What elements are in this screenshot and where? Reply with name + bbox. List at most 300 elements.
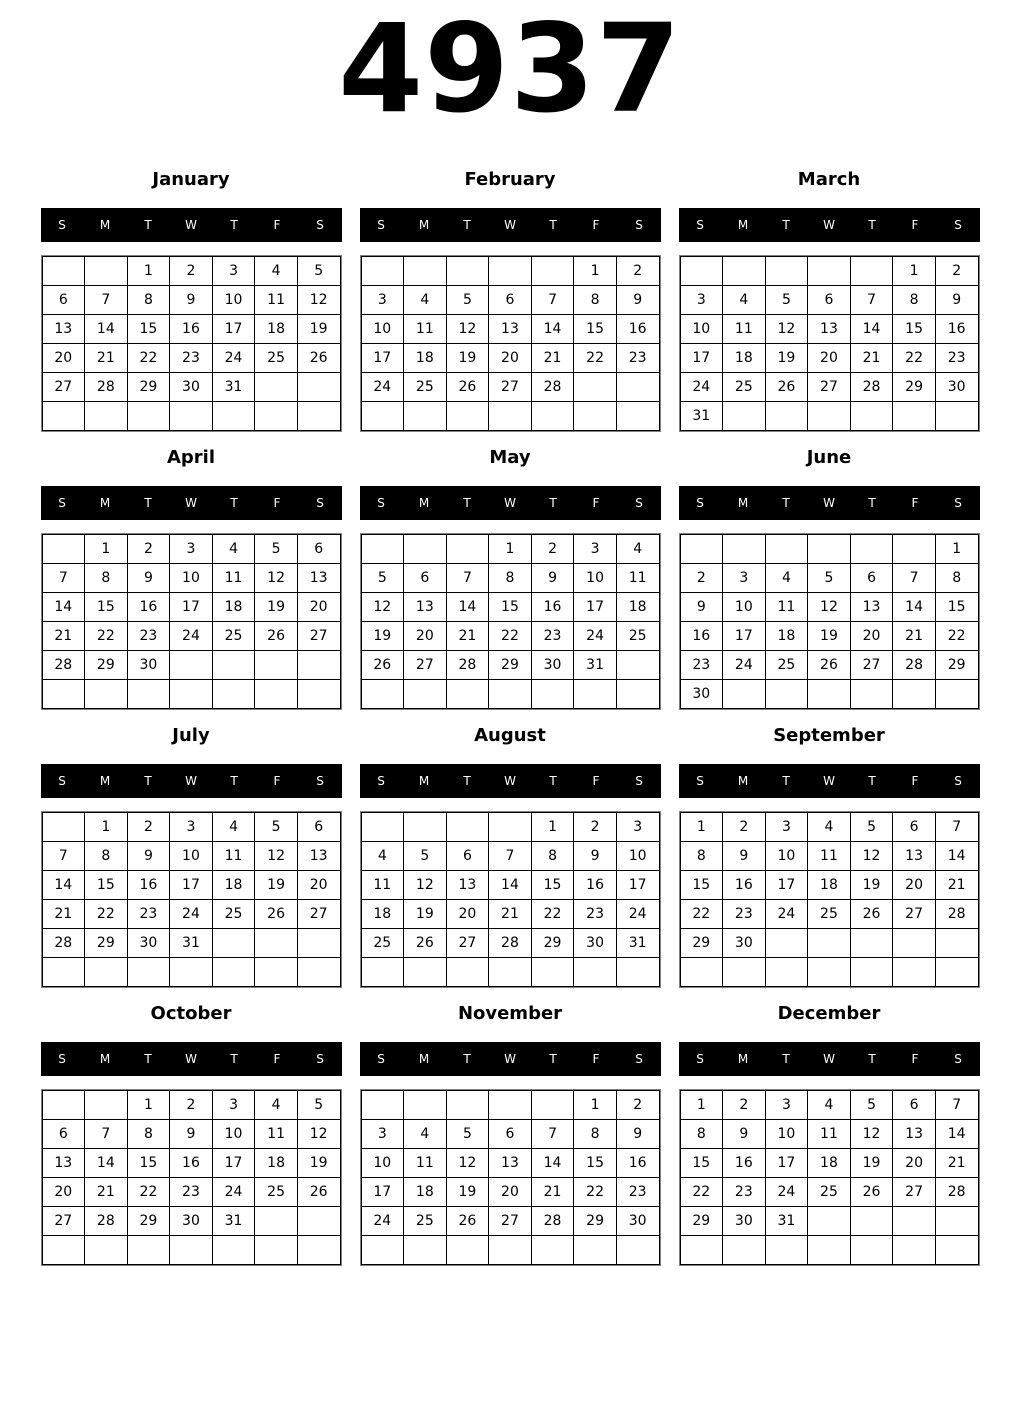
day-cell: 9 — [935, 286, 978, 315]
empty-day-cell — [850, 535, 893, 564]
day-cell: 5 — [446, 286, 489, 315]
weekday-header-bar — [679, 1042, 980, 1076]
day-cell: 14 — [42, 593, 85, 622]
day-cell: 18 — [808, 1149, 851, 1178]
empty-day-cell — [489, 257, 532, 286]
empty-day-cell — [42, 1236, 85, 1265]
empty-day-cell — [361, 257, 404, 286]
day-cell: 27 — [446, 929, 489, 958]
empty-day-cell — [85, 680, 128, 709]
day-cell: 5 — [850, 813, 893, 842]
weekday-label: T — [144, 496, 152, 510]
week-row — [42, 564, 340, 593]
day-cell: 9 — [531, 564, 574, 593]
week-row — [42, 929, 340, 958]
day-cell: 2 — [170, 257, 213, 286]
day-cell: 22 — [85, 900, 128, 929]
day-cell: 16 — [723, 871, 766, 900]
empty-day-cell — [850, 680, 893, 709]
day-cell: 4 — [361, 842, 404, 871]
day-cell: 16 — [574, 871, 617, 900]
empty-day-cell — [808, 257, 851, 286]
week-row — [361, 1149, 659, 1178]
empty-day-cell — [85, 1236, 128, 1265]
day-cell: 14 — [85, 315, 128, 344]
week-row — [361, 1091, 659, 1120]
weekday-label: F — [273, 218, 281, 232]
day-cell: 18 — [255, 1149, 298, 1178]
week-row — [680, 1149, 978, 1178]
day-cell: 13 — [893, 842, 936, 871]
day-cell: 31 — [574, 651, 617, 680]
empty-day-cell — [574, 402, 617, 431]
week-row — [680, 257, 978, 286]
day-cell: 26 — [297, 1178, 340, 1207]
day-cell: 12 — [850, 1120, 893, 1149]
weekday-label: T — [463, 774, 471, 788]
empty-day-cell — [297, 1236, 340, 1265]
day-cell: 20 — [446, 900, 489, 929]
day-cell: 15 — [680, 1149, 723, 1178]
day-cell: 2 — [680, 564, 723, 593]
day-cell: 31 — [212, 373, 255, 402]
day-cell: 24 — [170, 622, 213, 651]
day-cell: 20 — [850, 622, 893, 651]
weekday-label: T — [230, 218, 238, 232]
weekday-header-bar — [41, 208, 342, 242]
day-cell: 13 — [42, 1149, 85, 1178]
weekday-label: T — [144, 774, 152, 788]
empty-day-cell — [935, 929, 978, 958]
day-cell: 24 — [616, 900, 659, 929]
day-cell: 11 — [808, 842, 851, 871]
empty-day-cell — [212, 651, 255, 680]
weekday-label: S — [316, 218, 324, 232]
day-cell: 7 — [893, 564, 936, 593]
weekday-label: M — [418, 1052, 430, 1066]
day-cell: 28 — [893, 651, 936, 680]
week-row — [361, 315, 659, 344]
weekday-label: T — [549, 774, 557, 788]
date-table — [361, 534, 660, 709]
day-cell: 5 — [850, 1091, 893, 1120]
day-cell: 14 — [893, 593, 936, 622]
day-cell: 21 — [935, 1149, 978, 1178]
day-cell: 22 — [680, 900, 723, 929]
day-cell: 14 — [446, 593, 489, 622]
empty-day-cell — [297, 373, 340, 402]
day-cell: 6 — [446, 842, 489, 871]
day-cell: 5 — [446, 1120, 489, 1149]
day-cell: 11 — [212, 564, 255, 593]
day-cell: 17 — [574, 593, 617, 622]
day-cell: 8 — [893, 286, 936, 315]
week-row — [361, 958, 659, 987]
day-cell: 22 — [680, 1178, 723, 1207]
day-cell: 16 — [170, 1149, 213, 1178]
month-title: August — [474, 725, 546, 746]
weekday-label: T — [463, 218, 471, 232]
day-cell: 19 — [255, 871, 298, 900]
empty-day-cell — [42, 535, 85, 564]
week-row — [680, 929, 978, 958]
weekday-label: S — [696, 774, 704, 788]
weekday-label: F — [911, 496, 919, 510]
day-cell: 27 — [42, 373, 85, 402]
weekday-label: T — [868, 1052, 876, 1066]
day-cell: 16 — [616, 315, 659, 344]
day-cell: 28 — [42, 929, 85, 958]
empty-day-cell — [42, 402, 85, 431]
week-row — [361, 900, 659, 929]
day-cell: 28 — [935, 900, 978, 929]
day-cell: 12 — [808, 593, 851, 622]
empty-day-cell — [935, 1207, 978, 1236]
weekday-label: S — [58, 1052, 66, 1066]
weekday-label: T — [782, 496, 790, 510]
week-row — [680, 651, 978, 680]
month-block — [679, 724, 980, 988]
week-row — [361, 1120, 659, 1149]
empty-day-cell — [446, 257, 489, 286]
day-cell: 25 — [212, 622, 255, 651]
day-cell: 13 — [808, 315, 851, 344]
week-row — [42, 315, 340, 344]
day-cell: 6 — [42, 1120, 85, 1149]
empty-day-cell — [361, 813, 404, 842]
day-cell: 15 — [127, 315, 170, 344]
week-row — [42, 286, 340, 315]
weekday-label: S — [696, 1052, 704, 1066]
empty-day-cell — [808, 929, 851, 958]
week-row — [361, 535, 659, 564]
weekday-label: F — [911, 218, 919, 232]
day-cell: 12 — [361, 593, 404, 622]
date-grid — [679, 255, 980, 432]
weekday-label: S — [58, 496, 66, 510]
day-cell: 24 — [723, 651, 766, 680]
day-cell: 8 — [85, 564, 128, 593]
week-row — [42, 1149, 340, 1178]
day-cell: 20 — [489, 1178, 532, 1207]
day-cell: 29 — [489, 651, 532, 680]
day-cell: 20 — [893, 1149, 936, 1178]
day-cell: 10 — [170, 842, 213, 871]
week-row — [680, 1207, 978, 1236]
day-cell: 22 — [489, 622, 532, 651]
weekday-label: T — [549, 496, 557, 510]
weekday-label: M — [99, 1052, 111, 1066]
week-row — [680, 842, 978, 871]
day-cell: 27 — [850, 651, 893, 680]
weekday-label: S — [58, 774, 66, 788]
day-cell: 22 — [935, 622, 978, 651]
day-cell: 27 — [893, 900, 936, 929]
day-cell: 9 — [170, 1120, 213, 1149]
weekday-label: M — [418, 218, 430, 232]
day-cell: 18 — [808, 871, 851, 900]
year-title: 4937 — [338, 0, 682, 140]
day-cell: 15 — [85, 871, 128, 900]
empty-day-cell — [616, 373, 659, 402]
day-cell: 12 — [765, 315, 808, 344]
day-cell: 11 — [404, 1149, 447, 1178]
empty-day-cell — [808, 1236, 851, 1265]
day-cell: 3 — [680, 286, 723, 315]
day-cell: 25 — [765, 651, 808, 680]
day-cell: 14 — [531, 1149, 574, 1178]
week-row — [42, 1178, 340, 1207]
empty-day-cell — [765, 680, 808, 709]
day-cell: 10 — [361, 315, 404, 344]
day-cell: 8 — [85, 842, 128, 871]
day-cell: 8 — [127, 286, 170, 315]
day-cell: 10 — [170, 564, 213, 593]
day-cell: 29 — [531, 929, 574, 958]
week-row — [42, 622, 340, 651]
day-cell: 4 — [404, 1120, 447, 1149]
empty-day-cell — [85, 257, 128, 286]
day-cell: 6 — [893, 1091, 936, 1120]
day-cell: 27 — [297, 622, 340, 651]
day-cell: 3 — [616, 813, 659, 842]
day-cell: 21 — [42, 622, 85, 651]
month-title: March — [797, 169, 861, 190]
day-cell: 18 — [404, 1178, 447, 1207]
empty-day-cell — [361, 535, 404, 564]
day-cell: 15 — [574, 1149, 617, 1178]
day-cell: 30 — [723, 929, 766, 958]
empty-day-cell — [255, 958, 298, 987]
week-row — [680, 1236, 978, 1265]
weekday-label: F — [273, 774, 281, 788]
day-cell: 29 — [680, 929, 723, 958]
week-row — [361, 593, 659, 622]
day-cell: 7 — [42, 842, 85, 871]
empty-day-cell — [361, 402, 404, 431]
week-row — [361, 286, 659, 315]
weekday-label: S — [954, 496, 962, 510]
date-grid — [679, 1089, 980, 1266]
day-cell: 7 — [85, 1120, 128, 1149]
day-cell: 1 — [489, 535, 532, 564]
week-row — [42, 1120, 340, 1149]
weekday-label: T — [549, 218, 557, 232]
day-cell: 6 — [297, 535, 340, 564]
day-cell: 20 — [404, 622, 447, 651]
week-row — [680, 680, 978, 709]
day-cell: 9 — [680, 593, 723, 622]
empty-day-cell — [297, 929, 340, 958]
day-cell: 19 — [361, 622, 404, 651]
month-title: April — [166, 447, 216, 468]
day-cell: 6 — [489, 286, 532, 315]
weekday-label: W — [504, 496, 516, 510]
day-cell: 26 — [361, 651, 404, 680]
empty-day-cell — [574, 373, 617, 402]
day-cell: 25 — [616, 622, 659, 651]
weekday-label: T — [144, 218, 152, 232]
day-cell: 11 — [255, 286, 298, 315]
weekday-label: T — [230, 774, 238, 788]
empty-day-cell — [531, 1236, 574, 1265]
day-cell: 24 — [170, 900, 213, 929]
day-cell: 14 — [42, 871, 85, 900]
empty-day-cell — [765, 257, 808, 286]
empty-day-cell — [935, 958, 978, 987]
weekday-header-bar — [360, 486, 661, 520]
day-cell: 3 — [170, 813, 213, 842]
weekday-label: F — [273, 1052, 281, 1066]
weekday-header-bar — [679, 486, 980, 520]
day-cell: 24 — [361, 373, 404, 402]
week-row — [680, 315, 978, 344]
week-row — [680, 564, 978, 593]
day-cell: 13 — [489, 315, 532, 344]
day-cell: 4 — [723, 286, 766, 315]
weekday-label: M — [737, 218, 749, 232]
day-cell: 28 — [446, 651, 489, 680]
day-cell: 12 — [297, 1120, 340, 1149]
weekday-header-bar — [679, 764, 980, 798]
weekday-label: S — [635, 1052, 643, 1066]
empty-day-cell — [808, 402, 851, 431]
month-title: May — [489, 447, 531, 468]
day-cell: 25 — [212, 900, 255, 929]
day-cell: 15 — [531, 871, 574, 900]
day-cell: 13 — [489, 1149, 532, 1178]
day-cell: 2 — [574, 813, 617, 842]
day-cell: 23 — [127, 900, 170, 929]
date-grid — [41, 255, 342, 432]
day-cell: 15 — [489, 593, 532, 622]
day-cell: 26 — [446, 1207, 489, 1236]
empty-day-cell — [404, 257, 447, 286]
day-cell: 23 — [723, 1178, 766, 1207]
day-cell: 9 — [723, 842, 766, 871]
day-cell: 13 — [850, 593, 893, 622]
empty-day-cell — [616, 651, 659, 680]
day-cell: 16 — [616, 1149, 659, 1178]
day-cell: 11 — [808, 1120, 851, 1149]
day-cell: 2 — [170, 1091, 213, 1120]
empty-day-cell — [127, 402, 170, 431]
day-cell: 29 — [893, 373, 936, 402]
day-cell: 7 — [446, 564, 489, 593]
day-cell: 19 — [297, 1149, 340, 1178]
empty-day-cell — [893, 1236, 936, 1265]
day-cell: 26 — [255, 622, 298, 651]
week-row — [42, 1236, 340, 1265]
empty-day-cell — [850, 257, 893, 286]
date-grid — [679, 811, 980, 988]
day-cell: 1 — [85, 813, 128, 842]
month-title: October — [150, 1003, 232, 1024]
day-cell: 10 — [765, 842, 808, 871]
weekday-label: W — [823, 218, 835, 232]
empty-day-cell — [850, 1207, 893, 1236]
day-cell: 9 — [127, 842, 170, 871]
day-cell: 6 — [850, 564, 893, 593]
day-cell: 28 — [935, 1178, 978, 1207]
weekday-label: M — [99, 774, 111, 788]
months-grid — [0, 168, 1020, 1266]
day-cell: 17 — [170, 871, 213, 900]
day-cell: 26 — [850, 900, 893, 929]
empty-day-cell — [935, 1236, 978, 1265]
week-row — [361, 402, 659, 431]
week-row — [680, 373, 978, 402]
empty-day-cell — [850, 1236, 893, 1265]
week-row — [680, 813, 978, 842]
empty-day-cell — [404, 535, 447, 564]
day-cell: 30 — [574, 929, 617, 958]
day-cell: 2 — [935, 257, 978, 286]
date-grid — [679, 533, 980, 710]
week-row — [361, 622, 659, 651]
empty-day-cell — [446, 535, 489, 564]
day-cell: 2 — [531, 535, 574, 564]
month-block — [360, 168, 661, 432]
empty-day-cell — [680, 257, 723, 286]
weekday-label: S — [316, 1052, 324, 1066]
day-cell: 19 — [255, 593, 298, 622]
month-title: July — [172, 725, 210, 746]
empty-day-cell — [170, 651, 213, 680]
day-cell: 13 — [42, 315, 85, 344]
empty-day-cell — [446, 402, 489, 431]
day-cell: 23 — [935, 344, 978, 373]
weekday-label: T — [463, 1052, 471, 1066]
day-cell: 24 — [765, 1178, 808, 1207]
empty-day-cell — [723, 535, 766, 564]
day-cell: 20 — [808, 344, 851, 373]
day-cell: 18 — [616, 593, 659, 622]
date-table — [361, 256, 660, 431]
day-cell: 4 — [404, 286, 447, 315]
day-cell: 17 — [212, 315, 255, 344]
day-cell: 23 — [170, 344, 213, 373]
empty-day-cell — [170, 680, 213, 709]
week-row — [361, 651, 659, 680]
weekday-label: M — [418, 774, 430, 788]
day-cell: 15 — [127, 1149, 170, 1178]
weekday-label: T — [230, 496, 238, 510]
weekday-label: T — [868, 496, 876, 510]
empty-day-cell — [361, 1236, 404, 1265]
empty-day-cell — [212, 680, 255, 709]
day-cell: 30 — [680, 680, 723, 709]
date-grid — [41, 533, 342, 710]
day-cell: 19 — [808, 622, 851, 651]
empty-day-cell — [446, 680, 489, 709]
day-cell: 31 — [616, 929, 659, 958]
day-cell: 30 — [170, 1207, 213, 1236]
date-table — [361, 812, 660, 987]
weekday-label: S — [954, 774, 962, 788]
day-cell: 9 — [616, 286, 659, 315]
day-cell: 3 — [765, 813, 808, 842]
day-cell: 30 — [531, 651, 574, 680]
date-table — [42, 534, 341, 709]
empty-day-cell — [297, 651, 340, 680]
day-cell: 7 — [850, 286, 893, 315]
day-cell: 2 — [616, 1091, 659, 1120]
day-cell: 10 — [574, 564, 617, 593]
empty-day-cell — [808, 680, 851, 709]
day-cell: 12 — [446, 1149, 489, 1178]
empty-day-cell — [446, 958, 489, 987]
